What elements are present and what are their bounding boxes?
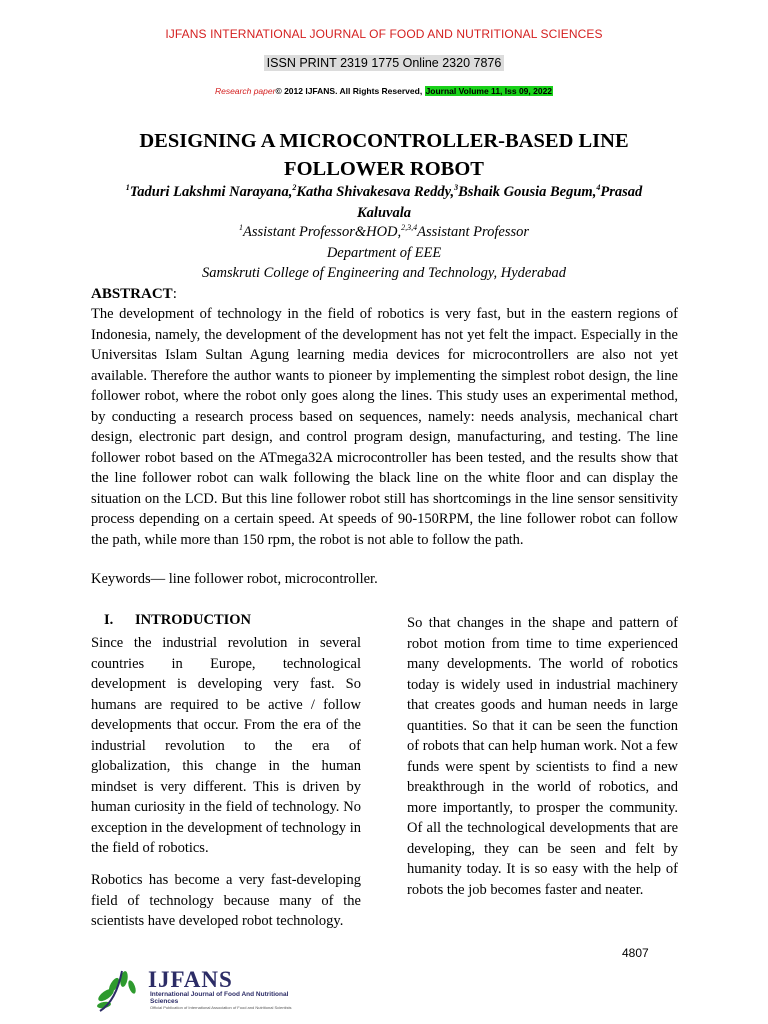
- college: Samskruti College of Engineering and Technology, Hyderabad: [202, 265, 566, 281]
- intro-paragraph-1: Since the industrial revolution in several countries in Europe, technological development is developing very fast. So humans are required to be active / follow developments that occur. From the era of the industrial revolution to the era of globalization, this change in the human mindset is very different. This is driven by human curiosity in the field of technology. No exception in the development of technology in the field of robotics.: [91, 635, 361, 856]
- introduction-heading: I. INTRODUCTION: [104, 612, 252, 628]
- author-1-sup: 1: [125, 183, 130, 193]
- wheat-leaf-icon: [96, 965, 146, 1013]
- author-list: [100, 182, 668, 224]
- logo-subtitle: International Journal of Food And Nutritional Sciences: [150, 991, 289, 1005]
- author-3: Bshaik Gousia Begum,: [458, 184, 597, 200]
- abstract-heading-text: ABSTRACT: [91, 286, 173, 302]
- role-2-sup: 2,3,4: [401, 223, 418, 233]
- title-line-1: DESIGNING A MICROCONTROLLER-BASED LINE: [139, 130, 629, 152]
- author-4-sup: 4: [596, 183, 601, 193]
- author-4: Prasad Kaluvala: [357, 184, 643, 221]
- abstract-heading: [91, 286, 177, 303]
- logo-name: IJFANS: [148, 967, 233, 992]
- intro-paragraph-3: So that changes in the shape and pattern of robot motion from time to time experienced many developments. The world of robotics today is widely used in industrial machinery that creates goods and human needs in large quantities. So that it can be seen the function of robots that can help human work. Not a few funds were spent by scientists to find a new breakthrough in the world of robotics, and more importantly, to prosper the community. Of all the technological developments that are developing, they can be seen and felt by humanity today. It is so easy with the help of robots the job becomes faster and neater.: [407, 615, 678, 898]
- abstract-colon: :: [172, 286, 177, 302]
- intro-paragraph-2: Robotics has become a very fast-developing field of technology because many of the scientists have developed robot technology.: [91, 872, 361, 929]
- author-2-sup: 2: [292, 183, 297, 193]
- rights-text: © 2012 IJFANS. All Rights Reserved,: [275, 86, 423, 96]
- author-2: Katha Shivakesava Reddy,: [296, 184, 455, 200]
- role-1: Assistant Professor&HOD,: [242, 224, 402, 240]
- research-paper-label: Research paper: [214, 86, 276, 96]
- author-1: Taduri Lakshmi Narayana,: [129, 184, 293, 200]
- paper-title: [0, 127, 768, 183]
- journal-logo: [96, 963, 312, 1015]
- page-number: 4807: [622, 946, 649, 960]
- keywords: Keywords— line follower robot, microcontroller.: [91, 571, 378, 587]
- journal-header: IJFANS INTERNATIONAL JOURNAL OF FOOD AND NUTRITIONAL SCIENCES: [165, 27, 603, 41]
- issn-text: ISSN PRINT 2319 1775 Online 2320 7876: [264, 55, 505, 71]
- issn-line: [0, 56, 768, 70]
- rights-line: [0, 86, 768, 96]
- logo-tagline: Official Publication of International Association of Food and Nutritional Scientists: [150, 1005, 292, 1010]
- role-1-sup: 1: [238, 223, 243, 233]
- volume-badge: Journal Volume 11, Iss 09, 2022: [425, 86, 553, 96]
- author-3-sup: 3: [454, 183, 459, 193]
- department: Department of EEE: [326, 245, 442, 261]
- role-2: Assistant Professor: [417, 224, 530, 240]
- title-line-2: FOLLOWER ROBOT: [284, 158, 484, 180]
- abstract-body: The development of technology in the field of robotics is very fast, but in the eastern regions of Indonesia, namely, the development of the development has not yet felt the impact. Especially in the Universitas Islam Sultan Agung learning media devices for microcontrollers are also not yet available. Therefore the author wants to pioneer by implementing the simplest robot design, the line follower robot, where the robot only goes along the lines. This study uses an experimental method, by conducting a research process based on sequences, namely: needs analysis, mechanical chart design, electronic part design, and control program design, manufacturing, and testing. The line follower robot based on the ATmega32A microcontroller has been tested, and the results show that the line follower robot can walk following the black line on the white floor and can display the situation on the LCD. But this line follower robot still has shortcomings in the line sensor sensitivity process depending on a certain speed. At speeds of 90-150RPM, the line follower robot can follow the path, while more than 150 rpm, the robot is not able to follow the path.: [91, 306, 678, 548]
- author-roles: [0, 224, 768, 241]
